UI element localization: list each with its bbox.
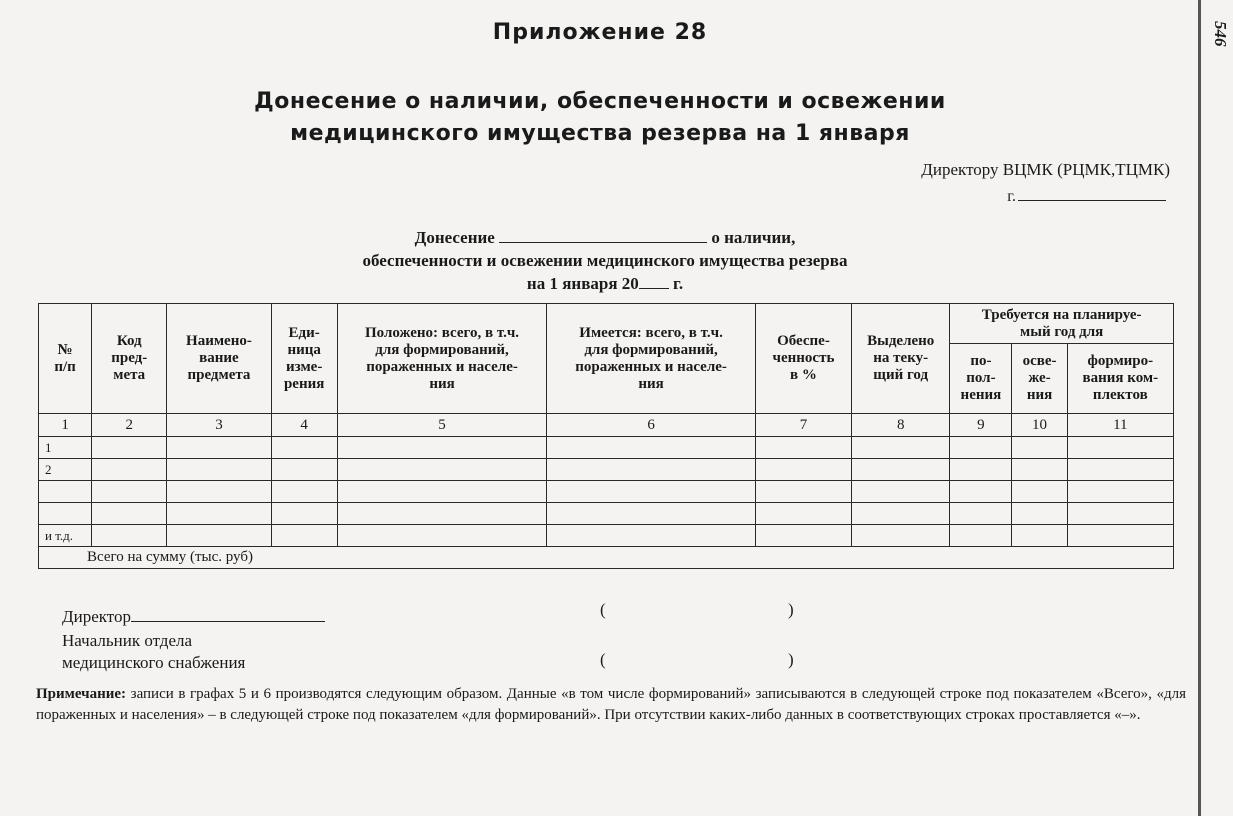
h10-l2: же-: [1028, 370, 1051, 386]
h9-l3: нения: [960, 387, 1002, 403]
header-group: [950, 304, 1174, 344]
row-label: [39, 481, 92, 503]
h10-l3: ния: [1026, 387, 1053, 403]
h9-l1: по-: [970, 353, 992, 369]
header-col-1: [39, 304, 92, 414]
hg-l1: Требуется на планируе-: [981, 306, 1142, 323]
column-number: 4: [271, 414, 337, 437]
table-cell: [167, 459, 271, 481]
table-cell: [852, 437, 950, 459]
table-cell: [271, 503, 337, 525]
appendix-title: Приложение 28: [492, 20, 708, 45]
chief-signature: [62, 630, 245, 674]
table-cell: [337, 525, 547, 547]
table-cell: [1067, 525, 1173, 547]
table-cell: [92, 437, 167, 459]
h4-l2: ница: [287, 341, 321, 358]
table-cell: [1012, 503, 1067, 525]
table-cell: [1067, 481, 1173, 503]
h1-l2: п/п: [54, 358, 76, 375]
year-blank-line: [639, 274, 669, 289]
header-col-7: [755, 304, 851, 414]
chief-paren-close: ): [788, 650, 794, 669]
table-cell: [1067, 437, 1173, 459]
row-label: 1: [39, 437, 92, 459]
table-cell: [547, 525, 756, 547]
column-number: 1: [39, 414, 92, 437]
table-cell: [852, 525, 950, 547]
h4-l1: Еди-: [288, 324, 320, 341]
h3-l1: Наимено-: [186, 333, 252, 349]
h5-l2: для формирований,: [375, 341, 509, 358]
h6-l3: пораженных и населе-: [575, 358, 727, 375]
report-after-blank: о наличии,: [711, 228, 796, 247]
column-number: 6: [547, 414, 756, 437]
director-label: Директор: [62, 607, 131, 626]
header-col-9: [950, 344, 1012, 414]
chief-label-line-1: Начальник отдела: [62, 631, 193, 650]
h2-l3: мета: [113, 367, 146, 383]
footnote: [36, 684, 1186, 726]
table-cell: [337, 437, 547, 459]
table-cell: [337, 481, 547, 503]
report-heading-line-1: [0, 226, 1210, 249]
column-number: 3: [167, 414, 271, 437]
header-col-11: [1067, 344, 1173, 414]
director-paren-close: ): [788, 600, 794, 619]
table-cell: [755, 437, 851, 459]
table-cell: [755, 525, 851, 547]
h7-l1: Обеспе-: [777, 333, 830, 349]
table-cell: [1012, 437, 1067, 459]
table-cell: [950, 459, 1012, 481]
table-cell: [92, 503, 167, 525]
table-cell: [950, 503, 1012, 525]
main-title: [0, 86, 1200, 150]
column-number: 8: [852, 414, 950, 437]
column-number: 7: [755, 414, 851, 437]
header-col-3: [167, 304, 271, 414]
header-col-8: [852, 304, 950, 414]
h9-l2: пол-: [966, 370, 996, 386]
director-signature-line: [131, 607, 325, 622]
table-cell: [92, 525, 167, 547]
total-label: Всего на сумму (тыс. руб): [39, 547, 1174, 569]
table-cell: [167, 503, 271, 525]
h3-l2: вание: [199, 350, 239, 366]
table-row: [39, 503, 1174, 525]
table-cell: [1012, 525, 1067, 547]
h6-l2: для формирований,: [584, 341, 718, 358]
table-cell: [950, 437, 1012, 459]
row-label: 2: [39, 459, 92, 481]
main-title-line-1: Донесение о наличии, обеспеченности и освежении: [254, 89, 946, 114]
header-col-4: [271, 304, 337, 414]
report-blank-line: [499, 228, 707, 243]
note-label: Примечание:: [36, 686, 127, 702]
table-cell: [852, 503, 950, 525]
h6-l4: ния: [638, 375, 664, 392]
table-cell: [1012, 459, 1067, 481]
header-col-2: [92, 304, 167, 414]
header-col-6: [547, 304, 756, 414]
h8-l3: щий год: [873, 367, 929, 383]
column-number: 2: [92, 414, 167, 437]
report-date-suffix: г.: [673, 274, 684, 293]
city-blank-line: [1018, 186, 1166, 201]
addressee: Директору ВЦМК (РЦМК,ТЦМК): [921, 160, 1170, 179]
total-row: [39, 547, 1174, 569]
table-cell: [755, 459, 851, 481]
report-heading-line-2: обеспеченности и освежении медицинского имущества резерва: [362, 251, 848, 270]
header-col-5: [337, 304, 547, 414]
h2-l1: Код: [116, 333, 142, 349]
director-paren-open: (: [600, 600, 606, 619]
report-heading-line-3: [0, 272, 1210, 295]
table-row: [39, 481, 1174, 503]
h11-l1: формиро-: [1087, 353, 1154, 369]
h4-l4: рения: [283, 375, 325, 392]
table-cell: [271, 459, 337, 481]
h2-l2: пред-: [111, 350, 148, 366]
h7-l3: в %: [790, 367, 817, 383]
table-cell: [271, 437, 337, 459]
h8-l2: на теку-: [873, 350, 929, 366]
city-field: [900, 186, 1166, 206]
row-label: и т.д.: [39, 525, 92, 547]
report-date-prefix: на 1 января 20: [526, 274, 639, 293]
row-label: [39, 503, 92, 525]
h5-l1: Положено: всего, в т.ч.: [365, 324, 520, 341]
column-number: 9: [950, 414, 1012, 437]
h3-l3: предмета: [187, 367, 251, 383]
column-number: 10: [1012, 414, 1067, 437]
chief-label-line-2: медицинского снабжения: [62, 653, 246, 672]
table-row: [39, 459, 1174, 481]
h10-l1: осве-: [1022, 353, 1057, 369]
page-number: 546: [1211, 21, 1230, 47]
table-cell: [950, 481, 1012, 503]
table-cell: [1067, 503, 1173, 525]
column-number: 5: [337, 414, 547, 437]
table-row: [39, 437, 1174, 459]
h11-l3: плектов: [1092, 387, 1148, 403]
report-word: Донесение: [414, 228, 495, 247]
table-cell: [337, 503, 547, 525]
table-cell: [547, 459, 756, 481]
table-cell: [271, 525, 337, 547]
table-row: [39, 525, 1174, 547]
table-cell: [547, 437, 756, 459]
table-cell: [852, 459, 950, 481]
table-cell: [167, 481, 271, 503]
table-cell: [1012, 481, 1067, 503]
table-cell: [852, 481, 950, 503]
table-cell: [1067, 459, 1173, 481]
table-cell: [337, 459, 547, 481]
h4-l3: изме-: [286, 358, 323, 375]
chief-paren-open: (: [600, 650, 606, 669]
table-cell: [271, 481, 337, 503]
table-cell: [92, 459, 167, 481]
table-cell: [167, 525, 271, 547]
h5-l3: пораженных и населе-: [366, 358, 518, 375]
h1-l1: №: [57, 341, 73, 358]
h5-l4: ния: [429, 375, 455, 392]
h8-l1: Выделено: [867, 333, 935, 349]
city-prefix: г.: [1007, 188, 1016, 205]
table-cell: [755, 481, 851, 503]
report-heading: [0, 226, 1210, 295]
main-title-line-2: медицинского имущества резерва на 1 января: [290, 121, 910, 146]
h11-l2: вания ком-: [1082, 370, 1159, 386]
hg-l2: мый год для: [1020, 323, 1104, 340]
note-text: записи в графах 5 и 6 производятся следующим образом. Данные «в том числе формирований» записываются в следующей строке под показателем «Всего», «для пораженных и населения» – в следующей строке под показателем «для формирований». При отсутствии каких-либо данных в соответствующих строках проставляется «–».: [36, 686, 1186, 723]
table-cell: [755, 503, 851, 525]
column-number: 11: [1067, 414, 1173, 437]
report-table: [38, 303, 1174, 569]
h6-l1: Имеется: всего, в т.ч.: [579, 324, 723, 341]
table-cell: [950, 525, 1012, 547]
header-col-10: [1012, 344, 1067, 414]
h7-l2: ченность: [772, 350, 835, 366]
director-signature: [62, 606, 325, 628]
column-numbers-row: [39, 414, 1174, 437]
table-cell: [547, 481, 756, 503]
table-cell: [167, 437, 271, 459]
table-cell: [547, 503, 756, 525]
table-cell: [92, 481, 167, 503]
